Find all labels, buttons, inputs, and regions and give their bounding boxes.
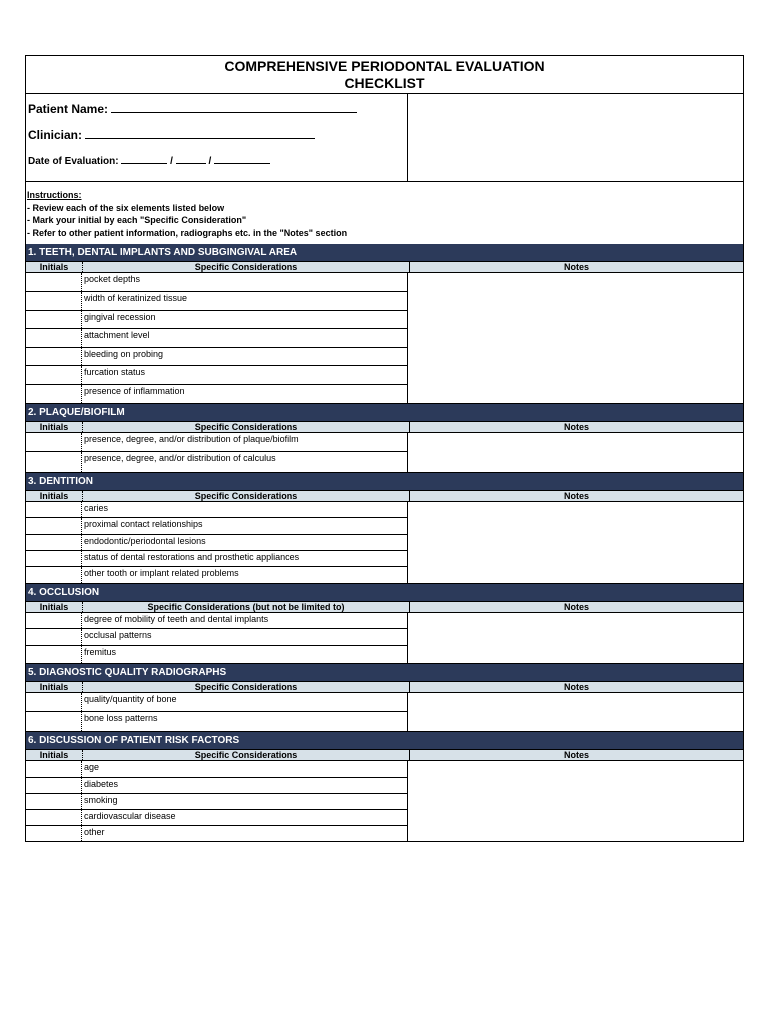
consideration-row xyxy=(26,452,407,472)
consideration-row xyxy=(26,826,407,841)
clinician-blank[interactable] xyxy=(85,127,315,139)
consideration-text: quality/quantity of bone xyxy=(84,694,177,704)
initials-cell[interactable] xyxy=(26,433,82,451)
initials-header: Initials xyxy=(26,750,83,760)
considerations-header: Specific Considerations xyxy=(83,262,410,272)
section-title: 4. OCCLUSION xyxy=(26,584,743,601)
patient-info-fields xyxy=(26,94,408,181)
title-line-2: CHECKLIST xyxy=(344,75,425,91)
section-title: 2. PLAQUE/BIOFILM xyxy=(26,404,743,421)
date-field[interactable] xyxy=(28,152,270,167)
date-separator-1: / xyxy=(170,156,173,167)
section-3 xyxy=(26,473,743,584)
initials-cell[interactable] xyxy=(26,502,82,517)
initials-header: Initials xyxy=(26,262,83,272)
consideration-row xyxy=(26,311,407,329)
initials-cell[interactable] xyxy=(26,629,82,645)
initials-header: Initials xyxy=(26,602,83,612)
notes-cell[interactable] xyxy=(408,761,743,841)
instructions-heading: Instructions: xyxy=(27,190,82,200)
notes-cell[interactable] xyxy=(408,693,743,731)
consideration-row xyxy=(26,433,407,452)
consideration-text: width of keratinized tissue xyxy=(84,293,188,303)
notes-header: Notes xyxy=(563,682,589,692)
consideration-row xyxy=(26,329,407,348)
section-title: 1. TEETH, DENTAL IMPLANTS AND SUBGINGIVAL AREA xyxy=(26,244,743,261)
consideration-text: occlusal patterns xyxy=(84,630,152,640)
initials-cell[interactable] xyxy=(26,693,82,711)
notes-header: Notes xyxy=(563,262,589,272)
consideration-text: bleeding on probing xyxy=(84,349,164,359)
section-body xyxy=(26,693,743,731)
considerations-header: Specific Considerations xyxy=(83,422,410,432)
initials-cell[interactable] xyxy=(26,329,82,347)
column-header-row xyxy=(26,490,743,502)
consideration-row xyxy=(26,794,407,810)
info-blank-area xyxy=(408,94,743,181)
column-header-row xyxy=(26,749,743,761)
notes-header: Notes xyxy=(563,491,589,501)
consideration-text: presence of inflammation xyxy=(84,386,185,396)
consideration-rows xyxy=(26,693,408,731)
checklist-sections xyxy=(26,244,743,841)
consideration-text: other xyxy=(84,827,105,837)
consideration-row xyxy=(26,712,407,731)
consideration-row xyxy=(26,518,407,535)
considerations-header: Specific Considerations (but not be limited to) xyxy=(83,602,410,612)
notes-cell[interactable] xyxy=(408,273,743,403)
instruction-line: - Mark your initial by each "Specific Consideration" xyxy=(27,215,247,225)
consideration-row xyxy=(26,348,407,366)
notes-header: Notes xyxy=(563,750,589,760)
consideration-row xyxy=(26,778,407,794)
consideration-row xyxy=(26,292,407,311)
consideration-text: bone loss patterns xyxy=(84,713,158,723)
initials-cell[interactable] xyxy=(26,810,82,825)
consideration-row xyxy=(26,502,407,518)
initials-cell[interactable] xyxy=(26,613,82,628)
section-1 xyxy=(26,244,743,404)
evaluation-form xyxy=(25,55,744,842)
consideration-row xyxy=(26,810,407,826)
section-2 xyxy=(26,404,743,473)
initials-cell[interactable] xyxy=(26,794,82,809)
consideration-row xyxy=(26,613,407,629)
initials-cell[interactable] xyxy=(26,646,82,663)
title-line-1: COMPREHENSIVE PERIODONTAL EVALUATION xyxy=(224,58,545,74)
initials-cell[interactable] xyxy=(26,452,82,472)
consideration-row xyxy=(26,535,407,551)
notes-header: Notes xyxy=(563,602,589,612)
section-title: 3. DENTITION xyxy=(26,473,743,490)
date-day-blank[interactable] xyxy=(176,152,206,164)
consideration-text: presence, degree, and/or distribution of plaque/biofilm xyxy=(84,434,299,444)
section-5 xyxy=(26,664,743,732)
initials-header: Initials xyxy=(26,682,83,692)
date-label: Date of Evaluation: xyxy=(28,156,119,167)
section-body xyxy=(26,761,743,841)
clinician-field[interactable] xyxy=(28,127,315,142)
consideration-text: caries xyxy=(84,503,109,513)
column-header-row xyxy=(26,681,743,693)
consideration-row xyxy=(26,551,407,567)
consideration-text: endodontic/periodontal lesions xyxy=(84,536,206,546)
consideration-text: presence, degree, and/or distribution of calculus xyxy=(84,453,276,463)
section-body xyxy=(26,273,743,403)
consideration-text: other tooth or implant related problems xyxy=(84,568,239,578)
date-year-blank[interactable] xyxy=(214,152,270,164)
date-separator-2: / xyxy=(208,156,212,167)
considerations-header: Specific Considerations xyxy=(83,491,410,501)
consideration-row xyxy=(26,366,407,385)
consideration-row xyxy=(26,273,407,292)
notes-cell[interactable] xyxy=(408,613,743,663)
consideration-text: cardiovascular disease xyxy=(84,811,176,821)
consideration-rows xyxy=(26,433,408,472)
consideration-rows xyxy=(26,502,408,583)
consideration-text: gingival recession xyxy=(84,312,156,322)
column-header-row xyxy=(26,601,743,613)
consideration-text: degree of mobility of teeth and dental implants xyxy=(84,614,269,624)
instructions xyxy=(26,182,743,244)
initials-cell[interactable] xyxy=(26,826,82,841)
initials-cell[interactable] xyxy=(26,273,82,291)
section-title: 5. DIAGNOSTIC QUALITY RADIOGRAPHS xyxy=(26,664,743,681)
consideration-text: proximal contact relationships xyxy=(84,519,203,529)
section-body xyxy=(26,433,743,472)
initials-cell[interactable] xyxy=(26,761,82,777)
section-body xyxy=(26,502,743,583)
consideration-row xyxy=(26,693,407,712)
patient-info-box xyxy=(26,94,743,182)
consideration-row xyxy=(26,761,407,778)
initials-cell[interactable] xyxy=(26,712,82,731)
initials-cell[interactable] xyxy=(26,535,82,550)
consideration-row xyxy=(26,646,407,663)
initials-header: Initials xyxy=(26,491,83,501)
patient-name-field[interactable] xyxy=(28,101,357,116)
initials-cell[interactable] xyxy=(26,385,82,403)
considerations-header: Specific Considerations xyxy=(83,750,410,760)
consideration-rows xyxy=(26,613,408,663)
section-6 xyxy=(26,732,743,841)
consideration-row xyxy=(26,629,407,646)
consideration-text: furcation status xyxy=(84,367,146,377)
date-month-blank[interactable] xyxy=(121,152,167,164)
notes-cell[interactable] xyxy=(408,433,743,472)
column-header-row xyxy=(26,261,743,273)
initials-cell[interactable] xyxy=(26,551,82,566)
consideration-text: pocket depths xyxy=(84,274,141,284)
patient-name-label: Patient Name: xyxy=(28,102,109,116)
section-title: 6. DISCUSSION OF PATIENT RISK FACTORS xyxy=(26,732,743,749)
initials-cell[interactable] xyxy=(26,311,82,328)
section-4 xyxy=(26,584,743,664)
form-title xyxy=(26,56,743,94)
initials-cell[interactable] xyxy=(26,348,82,365)
notes-cell[interactable] xyxy=(408,502,743,583)
consideration-text: attachment level xyxy=(84,330,150,340)
consideration-text: status of dental restorations and prosthetic appliances xyxy=(84,552,300,562)
initials-header: Initials xyxy=(26,422,83,432)
initials-cell[interactable] xyxy=(26,567,82,583)
initials-cell[interactable] xyxy=(26,292,82,310)
notes-header: Notes xyxy=(563,422,589,432)
consideration-text: diabetes xyxy=(84,779,119,789)
consideration-text: age xyxy=(84,762,100,772)
initials-cell[interactable] xyxy=(26,366,82,384)
considerations-header: Specific Considerations xyxy=(83,682,410,692)
consideration-rows xyxy=(26,761,408,841)
clinician-label: Clinician: xyxy=(28,128,83,142)
consideration-rows xyxy=(26,273,408,403)
section-body xyxy=(26,613,743,663)
instruction-line: - Refer to other patient information, radiographs etc. in the "Notes" section xyxy=(27,227,348,238)
consideration-row xyxy=(26,567,407,583)
consideration-row xyxy=(26,385,407,403)
consideration-text: fremitus xyxy=(84,647,117,657)
patient-name-blank[interactable] xyxy=(111,101,357,113)
consideration-text: smoking xyxy=(84,795,118,805)
column-header-row xyxy=(26,421,743,433)
initials-cell[interactable] xyxy=(26,518,82,534)
initials-cell[interactable] xyxy=(26,778,82,793)
instruction-line: - Review each of the six elements listed below xyxy=(27,202,225,213)
